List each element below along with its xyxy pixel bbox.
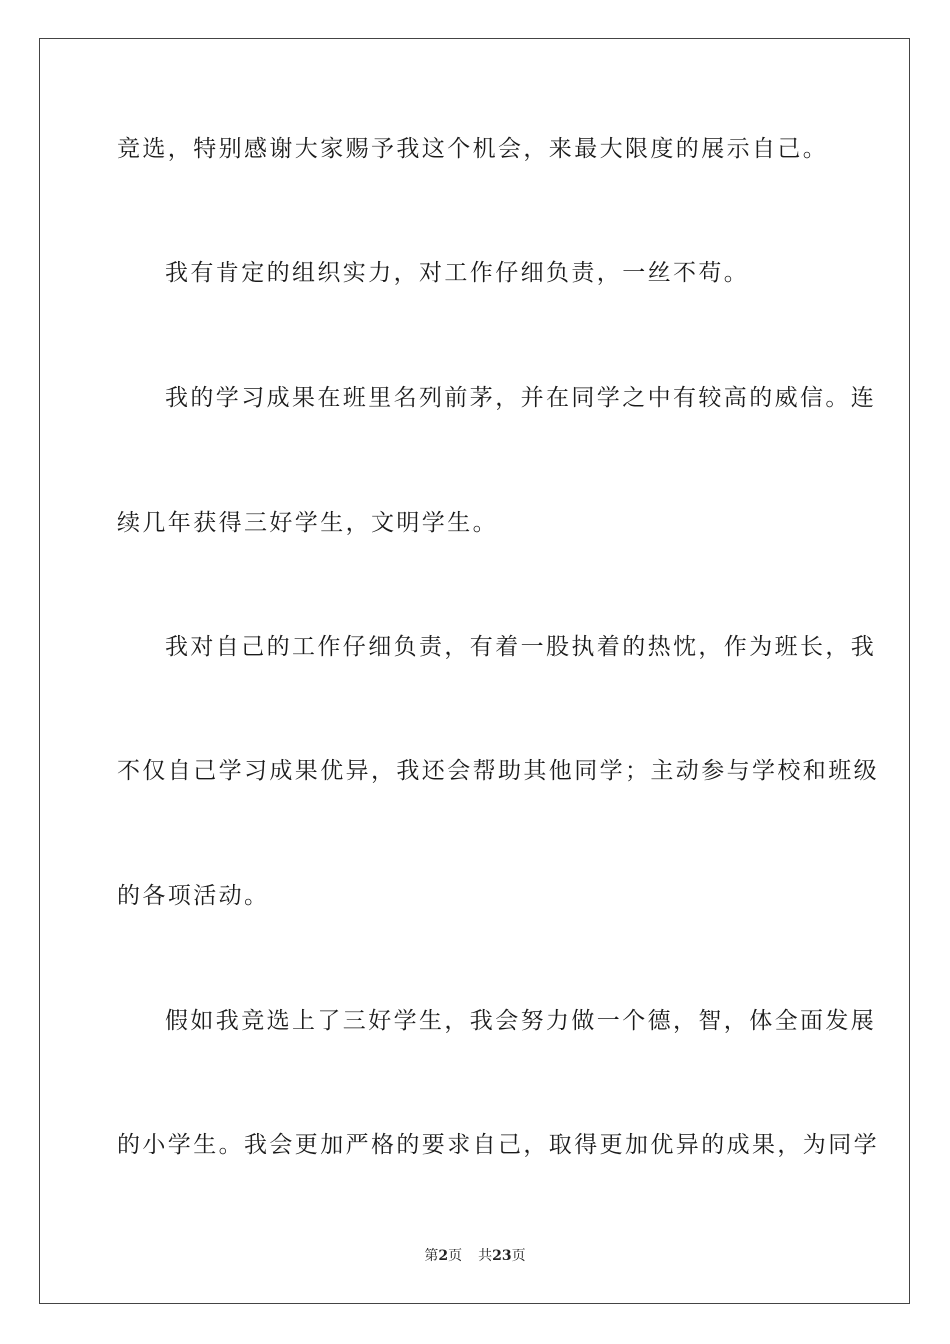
page-prefix: 第 bbox=[424, 1248, 439, 1264]
total-prefix: 共 bbox=[478, 1248, 493, 1264]
page-number: 2 bbox=[438, 1248, 449, 1264]
page-footer bbox=[0, 1246, 950, 1266]
text-line-5: 我对自己的工作仔细负责，有着一股执着的热忱，作为班长，我 bbox=[165, 634, 877, 660]
text-line-9: 的小学生。我会更加严格的要求自己，取得更加优异的成果，为同学 bbox=[117, 1132, 879, 1158]
text-line-3: 我的学习成果在班里名列前茅，并在同学之中有较高的威信。连 bbox=[165, 385, 877, 411]
text-line-8: 假如我竞选上了三好学生，我会努力做一个德，智，体全面发展 bbox=[165, 1008, 877, 1034]
page-suffix: 页 bbox=[448, 1248, 463, 1264]
page-border bbox=[39, 38, 910, 1304]
text-line-7: 的各项活动。 bbox=[117, 883, 270, 909]
total-suffix: 页 bbox=[511, 1248, 526, 1264]
text-line-2: 我有肯定的组织实力，对工作仔细负责，一丝不苟。 bbox=[165, 260, 750, 286]
total-pages: 23 bbox=[492, 1248, 512, 1264]
text-line-4: 续几年获得三好学生，文明学生。 bbox=[117, 510, 498, 536]
text-line-6: 不仅自己学习成果优异，我还会帮助其他同学；主动参与学校和班级 bbox=[117, 758, 879, 784]
text-line-1: 竞选，特别感谢大家赐予我这个机会，来最大限度的展示自己。 bbox=[117, 136, 829, 162]
